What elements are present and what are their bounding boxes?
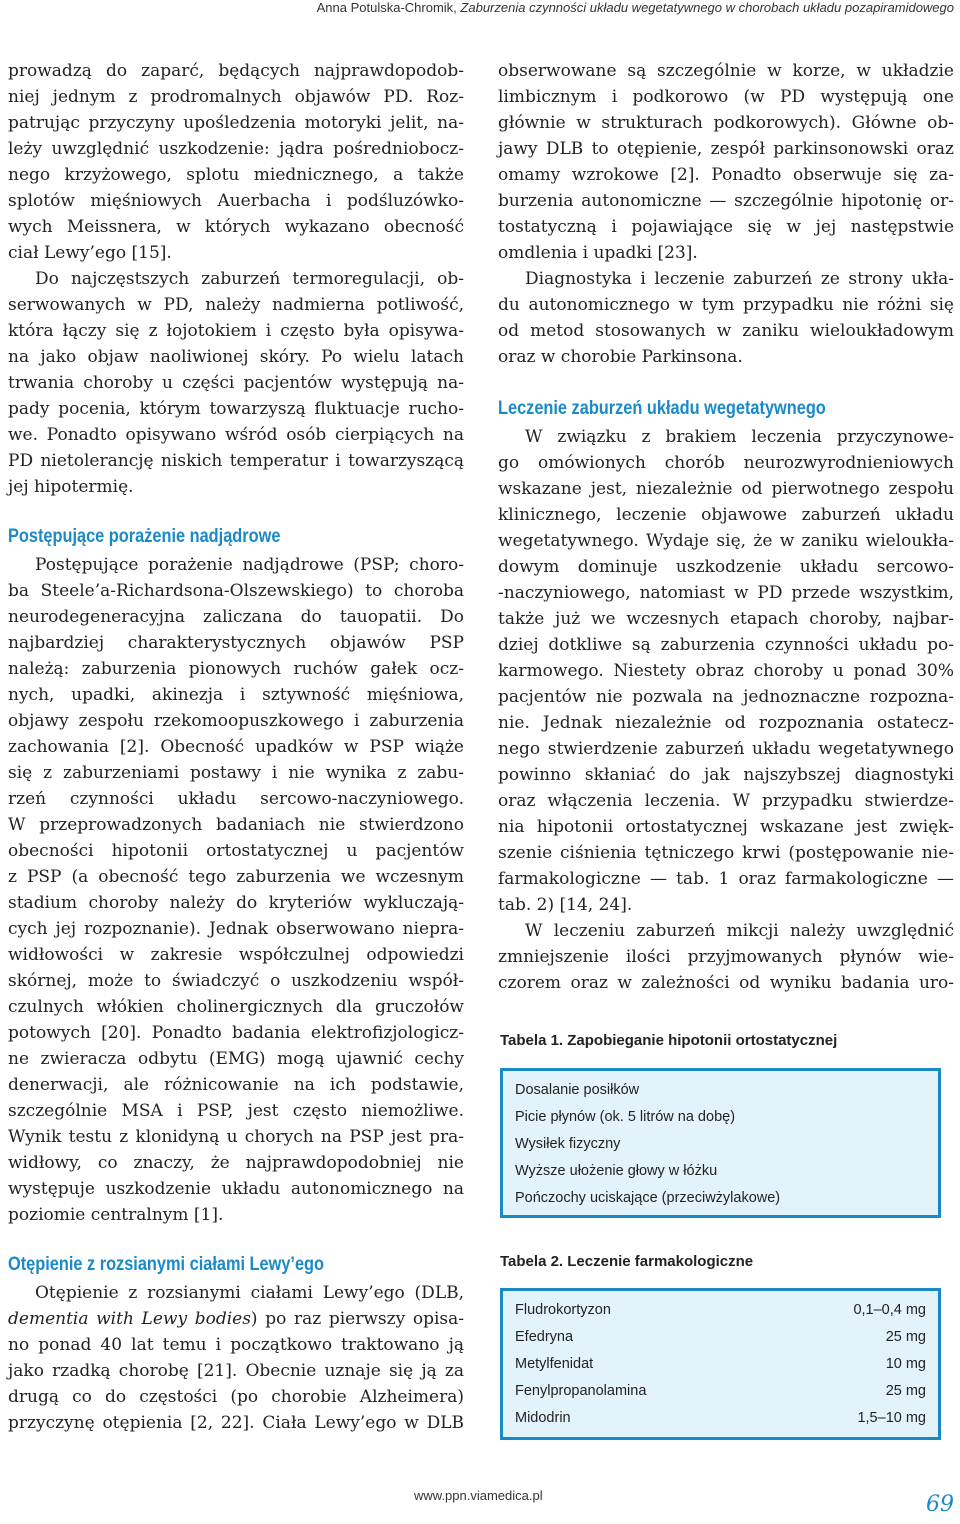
text-line: omamy wzrokowe [2]. Ponadto obserwuje się za-	[498, 165, 954, 185]
left-column	[8, 58, 464, 1436]
text-line: PD nietolerancję niskich temperatur i towarzyszącą	[8, 451, 464, 471]
section-heading-treatment: Leczenie zaburzeń układu wegetatywnego	[498, 398, 826, 419]
table-cell: Picie płynów (ok. 5 litrów na dobę)	[515, 1109, 736, 1125]
header-author: Anna Potulska-Chromik,	[316, 0, 457, 15]
text-line: dowym dominuje uszkodzenie układu sercowo-	[498, 557, 954, 577]
text-line: szenie ciśnienia tętniczego krwi (postępowanie nie-	[498, 843, 954, 863]
text-line: Wynik testu z klonidyną u chorych na PSP jest pra-	[8, 1127, 464, 1147]
left-paragraph-2	[8, 266, 464, 500]
drug-dose: 0,1–0,4 mg	[853, 1302, 926, 1318]
text-line: szczególnie MSA i PSP, jest często niemożliwe.	[8, 1101, 464, 1121]
drug-name: Efedryna	[515, 1329, 574, 1345]
drug-dose: 25 mg	[885, 1329, 926, 1345]
text-line: występuje uszkodzenie układu autonomicznego na	[8, 1179, 464, 1199]
text-line: niej jednym z prodromalnych objawów PD. Roz-	[8, 87, 464, 107]
italic-term: dementia with Lewy bodies	[8, 1309, 251, 1329]
text-line: nego stwierdzenie zaburzeń układu wegetatywnego	[498, 739, 954, 759]
text-line: karmowego. Niestety obraz choroby u ponad 30%	[498, 661, 954, 681]
text-line: pady pocenia, którym towarzyszą fluktuacje rucho-	[8, 399, 464, 419]
text-line: limbicznym i podkorowo (w PD występują one	[498, 87, 954, 107]
left-paragraph-4	[8, 1280, 464, 1436]
text-line: denerwacji, ale różnicowanie na ich podstawie,	[8, 1075, 464, 1095]
table-row	[503, 1324, 938, 1351]
text-line: stadium choroby należy do kryteriów wykluczają-	[8, 893, 464, 913]
text-fragment: ) po raz pierwszy opisa-	[250, 1309, 464, 1329]
text-line: cych jej rozpoznanie). Jednak obserwowano niepra-	[8, 919, 464, 939]
text-line: poziomie centralnym [1].	[8, 1205, 224, 1225]
text-line: obecności hipotonii ortostatycznej u pacjentów	[8, 841, 464, 861]
drug-name: Fenylpropanolamina	[515, 1383, 647, 1399]
text-line: oraz włączenia leczenia. W przypadku stwierdze-	[498, 791, 954, 811]
text-line: Postępujące porażenie nadjądrowe (PSP; choro-	[35, 555, 464, 575]
text-line: Do najczęstszych zaburzeń termoregulacji, ob-	[35, 269, 464, 289]
drug-dose: 25 mg	[885, 1383, 926, 1399]
left-paragraph-1	[8, 58, 464, 266]
text-line: pacjentów nie pozwala na jednoznaczne rozpozna-	[498, 687, 954, 707]
text-line: skórnej, może to świadczyć o uszkodzeniu współ-	[8, 971, 464, 991]
table-row	[503, 1077, 938, 1104]
text-line: W leczeniu zaburzeń mikcji należy uwzględnić	[525, 921, 954, 941]
text-line: du autonomicznego w tym przypadku nie różni się	[498, 295, 954, 315]
header-title: Zaburzenia czynności układu wegetatywnego w chorobach układu pozapiramidowego	[460, 0, 954, 15]
table-1	[500, 1068, 941, 1218]
text-line: Diagnostyka i leczenie zaburzeń ze strony ukła-	[525, 269, 954, 289]
right-paragraph-1	[498, 58, 954, 266]
text-line: dziej dotkliwe są zaburzenia czynności układu po-	[498, 635, 954, 655]
text-line: omdlenia i upadki [23].	[498, 243, 698, 263]
table-cell: Wyższe ułożenie głowy w łóżku	[515, 1163, 718, 1179]
text-line: nia hipotonii ortostatycznej wskazane jest zwięk-	[498, 817, 954, 837]
text-line: Otępienie z rozsianymi ciałami Lewy’ego (DLB,	[35, 1283, 464, 1303]
text-line: czorem oraz w zależności od wyniku badania uro-	[498, 973, 954, 993]
text-line: obserwowane są szczególnie w korze, w układzie	[498, 61, 954, 81]
text-line: prowadzą do zaparć, będących najprawdopodob-	[8, 61, 464, 81]
text-line: także już we wczesnych etapach choroby, najbar-	[498, 609, 954, 629]
running-header	[0, 0, 960, 40]
page-number: 69	[926, 1492, 954, 1517]
right-paragraph-4	[498, 918, 954, 996]
text-line: ne zwieracza odbytu (EMG) mogą ujawnić cechy	[8, 1049, 464, 1069]
table-row	[503, 1378, 938, 1405]
text-line: farmakologiczne — tab. 1 oraz farmakologiczne —	[498, 869, 954, 889]
text-line: jako rzadką chorobę [21]. Obecnie uznaje się ją za	[8, 1361, 464, 1381]
text-line: na jako objaw naoliwionej skóry. Po wielu latach	[8, 347, 464, 367]
text-line: najbardziej charakterystycznych objawów PSP	[8, 633, 464, 653]
text-line: widłowości w zakresie współczulnej odpowiedzi	[8, 945, 464, 965]
text-line: się z zaburzeniami postawy i nie wynika z zabu-	[8, 763, 464, 783]
table-row	[503, 1185, 938, 1212]
right-column	[498, 58, 954, 996]
footer-url[interactable]: www.ppn.viamedica.pl	[414, 1488, 543, 1503]
text-line: splotów mięśniowych Auerbacha i podśluzówko-	[8, 191, 464, 211]
text-line: ciał Lewy’ego [15].	[8, 243, 172, 263]
table-1-title: Tabela 1. Zapobieganie hipotonii ortostatycznej	[500, 1032, 838, 1049]
text-line: wskazane jest, niezależnie od pierwotnego zespołu	[498, 479, 954, 499]
text-line: leży uwzględnić uszkodzenie: jądra pośredniobocz-	[8, 139, 464, 159]
table-cell: Dosalanie posiłków	[515, 1082, 640, 1098]
left-paragraph-3	[8, 552, 464, 1228]
text-line: czulnych włókien cholinergicznych dla gruczołów	[8, 997, 464, 1017]
table-row	[503, 1158, 938, 1185]
table-row	[503, 1104, 938, 1131]
text-line: głównie w strukturach podkorowych). Główne ob-	[498, 113, 954, 133]
text-line: tostatyczną i pojawiające się w jej następstwie	[498, 217, 954, 237]
table-2	[500, 1288, 941, 1440]
text-line: zmniejszenie ilości przyjmowanych płynów wie-	[498, 947, 954, 967]
text-line: W związku z brakiem leczenia przyczynowe-	[525, 427, 954, 447]
drug-dose: 1,5–10 mg	[857, 1410, 926, 1426]
drug-dose: 10 mg	[885, 1356, 926, 1372]
text-line: wegetatywnego. Wydaje się, że w zaniku wieloukła-	[498, 531, 954, 551]
text-line: W przeprowadzonych badaniach nie stwierdzono	[8, 815, 464, 835]
text-line: -naczyniowego, natomiast w PD przede wszystkim,	[498, 583, 954, 603]
text-line: od metod stosowanych w zaniku wieloukładowym	[498, 321, 954, 341]
text-line: objawy zespołu rzekomoopuszkowego i zaburzenia	[8, 711, 464, 731]
right-paragraph-3	[498, 424, 954, 918]
right-paragraph-2	[498, 266, 954, 370]
running-header-text	[317, 0, 954, 15]
table-row	[503, 1131, 938, 1158]
text-line: burzenia autonomiczne — szczególnie hipotonię or-	[498, 191, 954, 211]
text-line: powinno skłaniać do jak najszybszej diagnostyki	[498, 765, 954, 785]
text-line: oraz w chorobie Parkinsona.	[498, 347, 743, 367]
text-line: która łączy się z łojotokiem i często była opisywa-	[8, 321, 464, 341]
text-line: ba Steele’a-Richardsona-Olszewskiego) to choroba	[8, 581, 464, 601]
table-row	[503, 1405, 938, 1432]
text-line: przyczynę otępienia [2, 22]. Ciała Lewy’ego w DLB	[8, 1413, 464, 1433]
table-cell: Pończochy uciskające (przeciwżylakowe)	[515, 1190, 781, 1206]
text-line: rzeń czynności układu sercowo-naczyniowego.	[8, 789, 464, 809]
text-line: zachowania [2]. Obecność upadków w PSP wiąże	[8, 737, 464, 757]
table-2-title: Tabela 2. Leczenie farmakologiczne	[500, 1253, 754, 1270]
text-line: no ponad 40 lat temu i początkowo traktowano ją	[8, 1335, 464, 1355]
text-line: drugą co do częstości (po chorobie Alzheimera)	[8, 1387, 464, 1407]
text-line: widłowy, co znaczy, że najprawdopodobniej nie	[8, 1153, 464, 1173]
text-line: wych Meissnera, w których wykazano obecność	[8, 217, 464, 237]
text-line: we. Ponadto opisywano wśród osób cierpiących na	[8, 425, 464, 445]
drug-name: Midodrin	[515, 1410, 571, 1426]
text-line: klinicznego, leczenie objawowe zaburzeń układu	[498, 505, 954, 525]
text-line: z PSP (a obecność tego zaburzenia we wczesnym	[8, 867, 464, 887]
text-line: nych, upadki, akinezja i sztywność mięśniowa,	[8, 685, 464, 705]
text-line: tab. 2) [14, 24].	[498, 895, 633, 915]
table-row	[503, 1351, 938, 1378]
text-line: neurodegeneracyjna zaliczana do tauopatii. Do	[8, 607, 464, 627]
text-line: patrując przyczyny upośledzenia motoryki jelit, na-	[8, 113, 464, 133]
drug-name: Metylfenidat	[515, 1356, 594, 1372]
text-line: trwania choroby u części pacjentów występują na-	[8, 373, 464, 393]
text-line: serwowanych w PD, należy nadmierna potliwość,	[8, 295, 464, 315]
drug-name: Fludrokortyzon	[515, 1302, 611, 1318]
text-line	[8, 1306, 464, 1332]
section-heading-psp: Postępujące porażenie nadjądrowe	[8, 526, 281, 547]
table-row	[503, 1297, 938, 1324]
section-heading-dlb: Otępienie z rozsianymi ciałami Lewy’ego	[8, 1254, 325, 1275]
text-line: nie. Jednak niezależnie od rozpoznania ostatecz-	[498, 713, 954, 733]
text-line: potowych [20]. Ponadto badania elektrofizjologicz-	[8, 1023, 464, 1043]
text-line: nego krzyżowego, splotu miednicznego, a także	[8, 165, 464, 185]
table-cell: Wysiłek fizyczny	[515, 1136, 621, 1152]
text-line: jawy DLB to otępienie, zespół parkinsonowski oraz	[498, 139, 954, 159]
text-line: należą: zaburzenia pionowych ruchów gałek ocz-	[8, 659, 464, 679]
text-line: go omówionych chorób neurozwyrodnieniowych	[498, 453, 954, 473]
text-line: jej hipotermię.	[8, 477, 134, 497]
